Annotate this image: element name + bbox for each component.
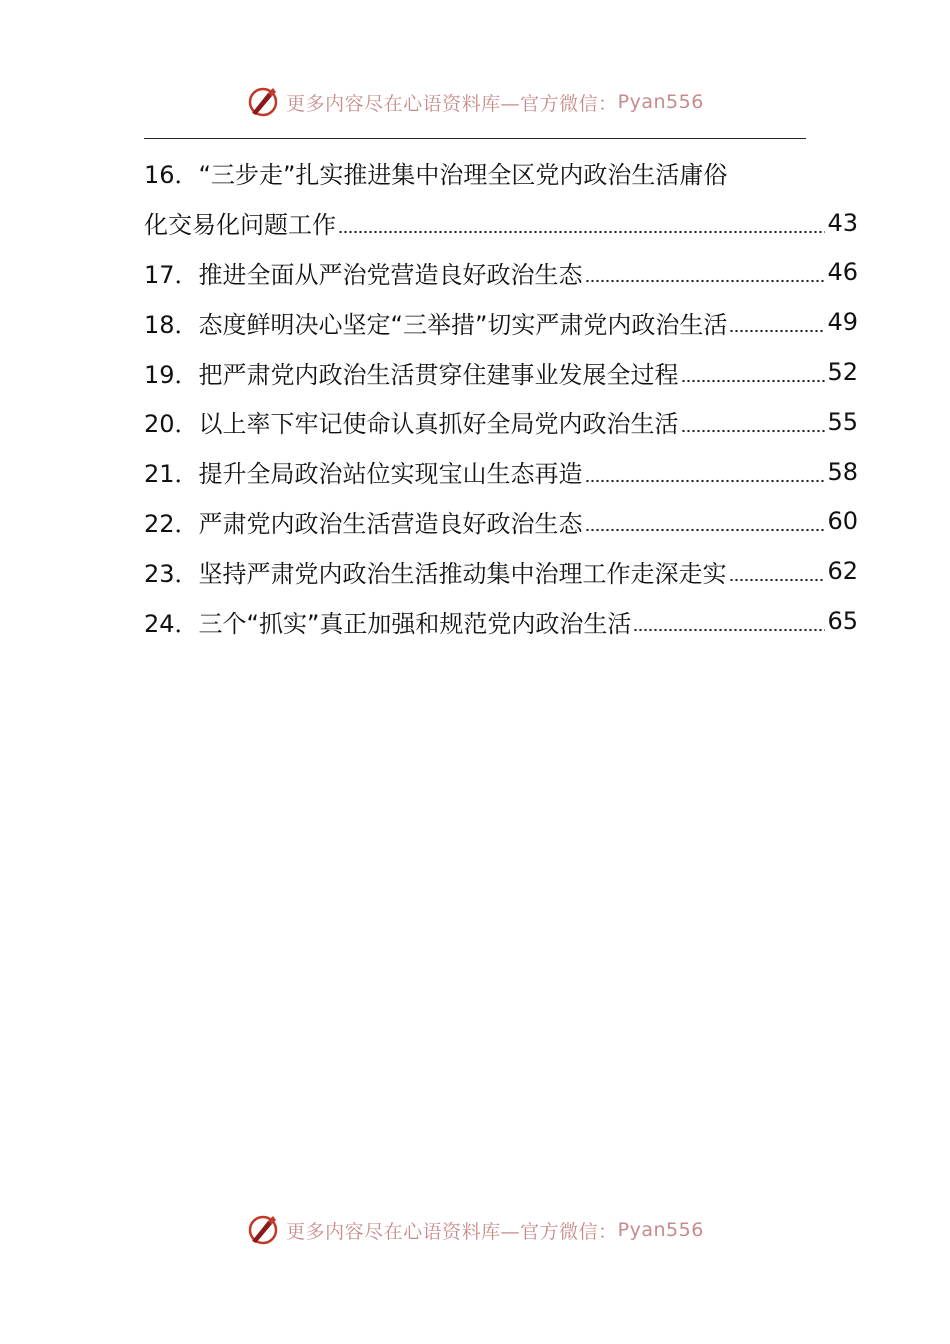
toc-title: “三步走”扎实推进集中治理全区党内政治生活庸俗 xyxy=(198,161,728,190)
leader-dots xyxy=(681,429,826,433)
toc-entry-17[interactable] xyxy=(144,248,858,298)
toc-title: 三个“抓实”真正加强和规范党内政治生活 xyxy=(198,609,632,638)
toc-title: 以上率下牢记使命认真抓好全局党内政治生活 xyxy=(198,410,679,439)
toc-entry-19[interactable] xyxy=(144,347,858,397)
toc-entry-20[interactable] xyxy=(144,397,858,447)
toc-page: 62 xyxy=(827,557,858,586)
toc-entry-16-line2[interactable] xyxy=(144,198,858,248)
leader-dots xyxy=(681,379,826,383)
toc-page: 65 xyxy=(827,607,858,636)
toc-title: 态度鲜明决心坚定“三举措”切实严肃党内政治生活 xyxy=(198,310,728,339)
toc-page: 43 xyxy=(827,208,858,237)
toc-entry-18[interactable] xyxy=(144,297,858,347)
toc-number: 23． xyxy=(144,559,199,588)
toc-title: 推进全面从严治党营造良好政治生态 xyxy=(198,260,583,289)
toc-number: 20． xyxy=(144,410,199,439)
leader-dots xyxy=(729,578,826,582)
pen-circle-logo-icon xyxy=(246,1213,280,1247)
footer-banner xyxy=(0,1208,950,1252)
toc-page: 55 xyxy=(827,407,858,436)
header-rule xyxy=(144,138,806,139)
leader-dots xyxy=(633,628,825,632)
leader-dots xyxy=(585,479,826,483)
banner-wechat-id: Pyan556 xyxy=(617,1219,704,1241)
toc-title: 严肃党内政治生活营造良好政治生态 xyxy=(198,509,583,538)
toc-page: 49 xyxy=(827,308,858,337)
toc-number: 24． xyxy=(144,609,199,638)
toc-number: 18． xyxy=(144,310,199,339)
toc-number: 17． xyxy=(144,260,199,289)
toc-entry-24[interactable] xyxy=(144,596,858,646)
toc-entry-23[interactable] xyxy=(144,546,858,596)
leader-dots xyxy=(729,329,825,333)
toc-entry-22[interactable] xyxy=(144,497,858,547)
table-of-contents xyxy=(144,148,858,646)
toc-title-continued: 化交易化问题工作 xyxy=(144,211,336,240)
header-banner xyxy=(0,80,950,124)
leader-dots xyxy=(338,230,825,234)
toc-entry-16-line1[interactable] xyxy=(144,148,858,198)
toc-page: 52 xyxy=(827,358,858,387)
toc-number: 16． xyxy=(144,161,199,190)
toc-title: 坚持严肃党内政治生活推动集中治理工作走深走实 xyxy=(198,559,727,588)
toc-number: 22． xyxy=(144,509,199,538)
banner-wechat-id: Pyan556 xyxy=(617,91,704,113)
toc-title: 把严肃党内政治生活贯穿住建事业发展全过程 xyxy=(198,360,679,389)
leader-dots xyxy=(585,279,826,283)
banner-text: 更多内容尽在心语资料库—官方微信： xyxy=(286,1220,618,1243)
toc-entry-21[interactable] xyxy=(144,447,858,497)
toc-page: 46 xyxy=(827,258,858,287)
leader-dots xyxy=(585,528,826,532)
toc-page: 58 xyxy=(827,457,858,486)
toc-page: 60 xyxy=(827,507,858,536)
pen-circle-logo-icon xyxy=(246,85,280,119)
toc-number: 21． xyxy=(144,460,199,489)
banner-text: 更多内容尽在心语资料库—官方微信： xyxy=(286,92,618,115)
toc-number: 19． xyxy=(144,360,199,389)
toc-title: 提升全局政治站位实现宝山生态再造 xyxy=(198,460,583,489)
